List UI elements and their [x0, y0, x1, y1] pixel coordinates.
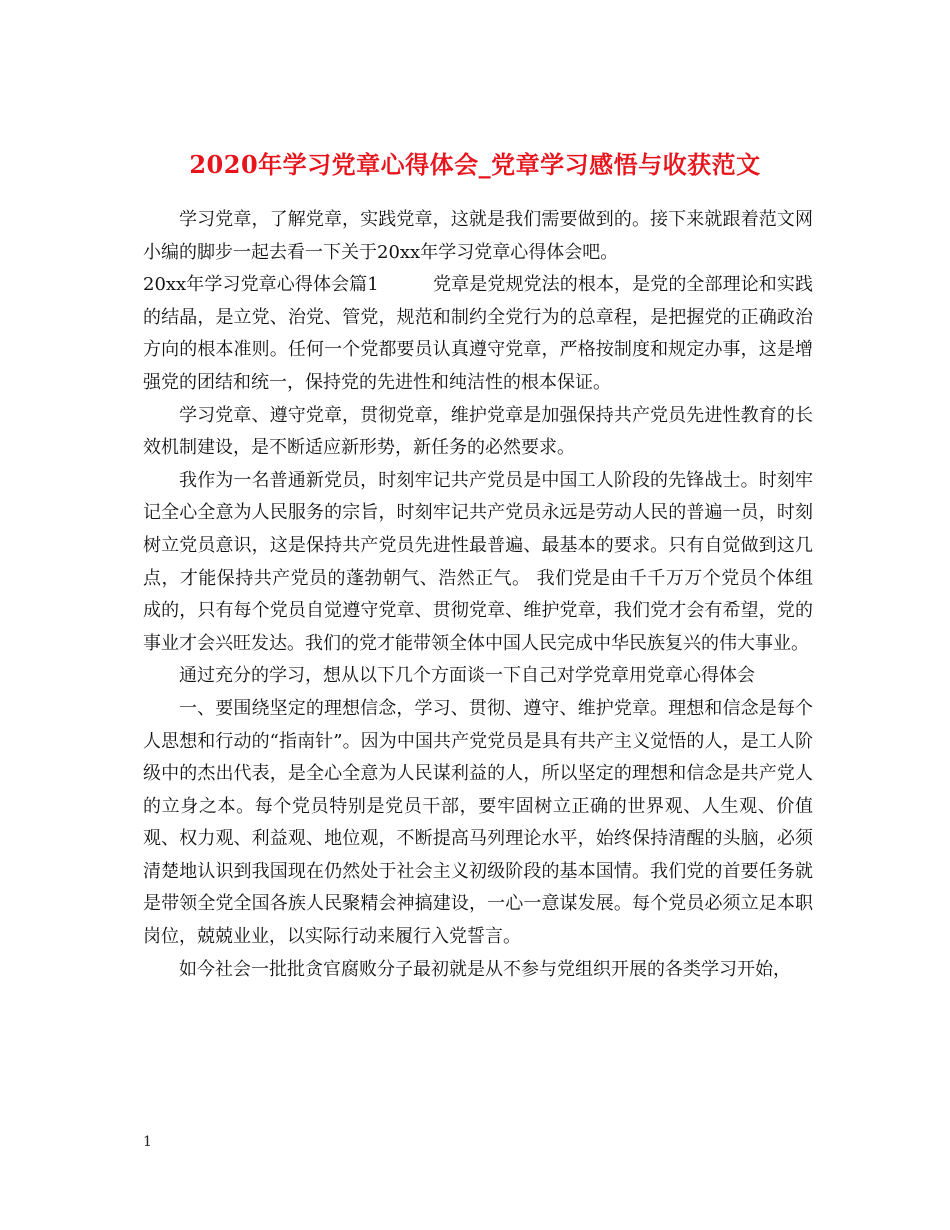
document-title: 2020年学习党章心得体会_党章学习感悟与收获范文	[189, 150, 761, 180]
paragraph-aspects-intro: 通过充分的学习，想从以下几个方面谈一下自己对学党章用党章心得体会	[179, 665, 755, 687]
paragraph-section-1: 20xx年学习党章心得体会篇1 党章是党规党法的根本，是党的全部理论和实践的结晶，是立党、治党、管党，规范和制约全党行为的总章程，是把握党的正确政治方向的根本准则。任何一个党都要员认真遵守党章，严格按制度和规定办事，这是增强党的团结和统一，保持党的先进性和纯洁性的根本保证。	[143, 274, 813, 393]
paragraph-new-member: 我作为一名普通新党员，时刻牢记共产党员是中国工人阶段的先锋战士。时刻牢记全心全意为人民服务的宗旨，时刻牢记共产党员永远是劳动人民的普遍一员，时刻树立党员意识，这是保持共产党员先进性最普遍、最基本的要求。只有自觉做到这几点，才能保持共产党员的蓬勃朝气、浩然正气。 我们党是由千千万万个党员个体组成的，只有每个党员自觉遵守党章、贯彻党章、维护党章，我们党才会有希望，党的事业才会兴旺发达。我们的党才能带领全体中国人民完成中华民族复兴的伟大事业。	[143, 469, 813, 654]
paragraph-study-charter: 学习党章、遵守党章，贯彻党章，维护党章是加强保持共产党员先进性教育的长效机制建设，是不断适应新形势，新任务的必然要求。	[143, 404, 813, 459]
paragraph-corruption: 如今社会一批批贪官腐败分子最初就是从不参与党组织开展的各类学习开始，	[179, 958, 791, 980]
page-number: 1	[143, 1134, 152, 1150]
paragraph-intro: 学习党章，了解党章，实践党章，这就是我们需要做到的。接下来就跟着范文网小编的脚步一起去看一下关于20xx年学习党章心得体会吧。	[143, 209, 813, 263]
paragraph-point-one: 一、要围绕坚定的理想信念，学习、贯彻、遵守、维护党章。理想和信念是每个人思想和行动的“指南针”。因为中国共产党党员是具有共产主义觉悟的人，是工人阶级中的杰出代表，是全心全意为人民谋利益的人，所以坚定的理想和信念是共产党人的立身之本。每个党员特别是党员干部，要牢固树立正确的世界观、人生观、价值观、权力观、利益观、地位观，不断提高马列理论水平，始终保持清醒的头脑，必须清楚地认识到我国现在仍然处于社会主义初级阶段的基本国情。我们党的首要任务就是带领全党全国各族人民聚精会神搞建设，一心一意谋发展。每个党员必须立足本职岗位，兢兢业业，以实际行动来履行入党誓言。	[143, 697, 813, 948]
document-body	[143, 204, 813, 986]
